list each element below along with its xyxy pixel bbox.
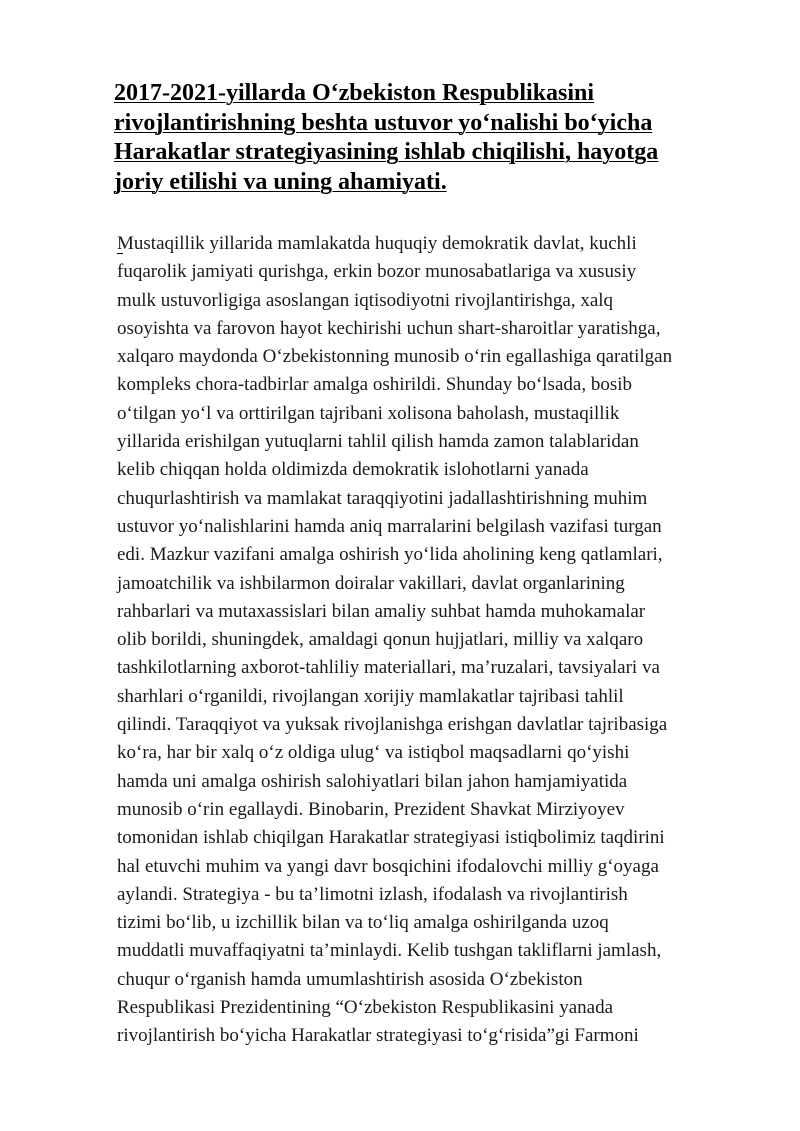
body-paragraph: Mustaqillik yillarida mamlakatda huquqiy demokratik davlat, kuchli fuqarolik jamiyati qurishga, erkin bozor munosabatlariga va xususiy mulk ustuvorligiga asoslangan iqtisodiyotni rivojlantirishga, xalq osoyishta va farovon hayot kechirishi uchun shart-sharoitlar yaratishga, xalqaro maydonda O‘zbekistonning munosib o‘rin egallashiga qaratilgan kompleks chora-tadbirlar amalga oshirildi. Shunday bo‘lsada, bosib o‘tilgan yo‘l va orttirilgan tajribani xolisona baholash, mustaqillik yillarida erishilgan yutuqlarni tahlil qilish hamda zamon talablaridan kelib chiqqan holda oldimizda demokratik islohotlarni yanada chuqurlashtirish va mamlakat taraqqiyotini jadallashtirishning muhim ustuvor yo‘nalishlarini hamda aniq marralarini belgilash vazifasi turgan edi. Mazkur vazifani amalga oshirish yo‘lida aholining keng qatlamlari, jamoatchilik va ishbilarmon doiralar vakillari, davlat organlarining rahbarlari va mutaxassislari bilan amaliy suhbat hamda muhokamalar olib borildi, shuningdek, amaldagi qonun hujjatlari, milliy va xalqaro tashkilotlarning axborot-tahliliy materiallari, ma’ruzalari, tavsiyalari va sharhlari o‘rganildi, rivojlangan xorijiy mamlakatlar tajribasi tahlil qilindi. Taraqqiyot va yuksak rivojlanishga erishgan davlatlar tajribasiga ko‘ra, har bir xalq o‘z oldiga ulug‘ va istiqbol maqsadlarni qo‘yishi hamda uni amalga oshirish salohiyatlari bilan jahon hamjamiyatida munosib o‘rin egallaydi. Binobarin, Prezident Shavkat Mirziyoyev tomonidan ishlab chiqilgan Harakatlar strategiyasi istiqbolimiz taqdirini hal etuvchi muhim va yangi davr bosqichini ifodalovchi milliy g‘oyaga aylandi. Strategiya - bu ta’limotni izlash, ifodalash va rivojlantirish tizimi bo‘lib, u izchillik bilan va to‘liq amalga oshirilganda uzoq muddatli muvaffaqiyatni ta’minlaydi. Kelib tushgan takliflarni jamlash, chuqur o‘rganish hamda umumlashtirish asosida O‘zbekiston Respublikasi Prezidentining “O‘zbekiston Respublikasini yanada rivojlantirish bo‘yicha Harakatlar strategiyasi to‘g‘risida”gi Farmoni bbox=[117, 233, 673, 1047]
document-title: 2017-2021-yillarda O‘zbekiston Respublikasini rivojlantirishning beshta ustuvor yo‘nalishi bo‘yicha Harakatlar strategiyasining ishlab chiqilishi, hayotga joriy etilishi va uning ahamiyati. bbox=[114, 80, 659, 195]
